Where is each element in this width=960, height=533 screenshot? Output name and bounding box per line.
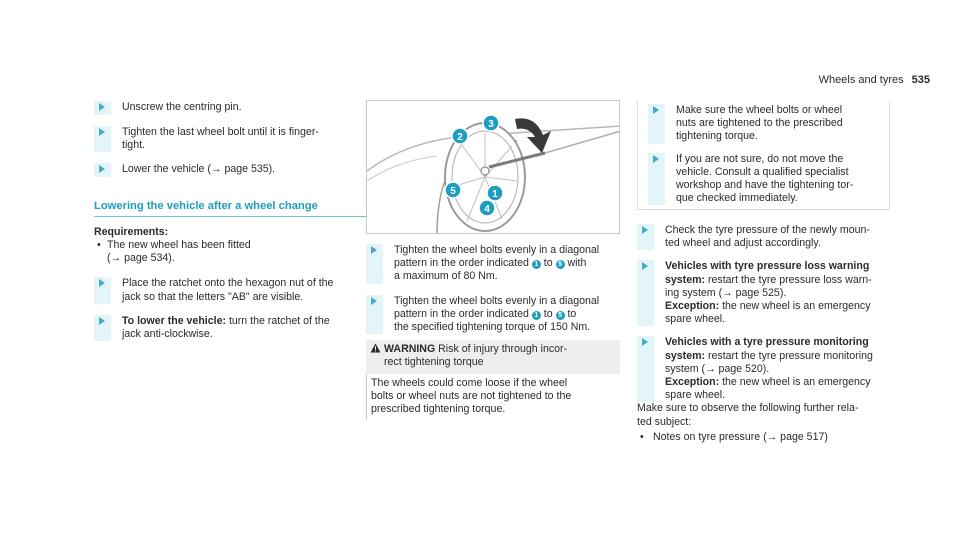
- step-text-part: to: [540, 257, 556, 270]
- exception-text: spare wheel.: [665, 389, 726, 402]
- step-text: nuts are tightened to the prescribed: [676, 117, 843, 130]
- step-arrow-icon: [99, 317, 105, 325]
- step-text-rest: restart the tyre pressure loss warn-: [705, 273, 872, 286]
- step-check-pressure: [637, 224, 897, 250]
- number-5-icon: 5: [556, 311, 565, 320]
- step-text: workshop and have the tightening tor-: [676, 179, 854, 192]
- requirement-link[interactable]: (→ page 534).: [107, 252, 175, 265]
- step-text: [394, 308, 620, 321]
- step-bold-label: system:: [665, 273, 706, 286]
- step-text: vehicle. Consult a qualified specialist: [676, 165, 849, 178]
- step-link[interactable]: ing system (→ page 525).: [665, 286, 787, 299]
- figure-badge-label: 2: [457, 132, 463, 143]
- step-text: a maximum of 80 Nm.: [394, 270, 498, 283]
- step-text: the specified tightening torque of 150 Nm.: [394, 321, 591, 334]
- warning-box: [366, 340, 620, 416]
- step-text-rest: turn the ratchet of the: [226, 314, 330, 327]
- step-text: ted wheel and adjust accordingly.: [665, 237, 821, 250]
- step-arrow-icon: [642, 262, 648, 270]
- warning-triangle-icon: [370, 343, 381, 353]
- step-bold-label: Vehicles with a tyre pressure monitoring: [665, 336, 869, 349]
- number-5-icon: 5: [556, 260, 565, 269]
- step-text: Tighten the last wheel bolt until it is finger-: [122, 126, 319, 138]
- step-exception: [665, 300, 897, 313]
- info-box: [637, 100, 890, 210]
- middle-column: [366, 244, 620, 334]
- warning-body: [366, 374, 620, 420]
- exception-text: the new wheel is an emergency: [719, 300, 871, 313]
- warning-title-text: rect tightening torque: [384, 356, 484, 369]
- step-tighten-last: [94, 126, 378, 152]
- requirement-item: [94, 239, 378, 265]
- figure-badge-label: 4: [484, 204, 490, 215]
- figure-badge-label: 1: [492, 189, 498, 200]
- warning-text: prescribed tightening torque.: [371, 403, 506, 416]
- wheel-bolt-diagram: [366, 100, 620, 234]
- exception-text: spare wheel.: [665, 313, 726, 326]
- warning-header: [366, 340, 620, 374]
- step-text: Tighten the wheel bolts evenly in a diagonal: [394, 244, 600, 256]
- number-1-icon: 1: [532, 260, 541, 269]
- step-arrow-icon: [653, 106, 659, 114]
- warning-title: [370, 343, 616, 356]
- step-text: tightening torque.: [676, 130, 758, 143]
- requirement-text: • The new wheel has been fitted: [107, 239, 251, 252]
- step-arrow-icon: [653, 155, 659, 163]
- section-title: Wheels and tyres: [818, 74, 904, 86]
- page-number: 535: [911, 74, 930, 86]
- warning-title-text: Risk of injury through incor-: [435, 343, 568, 355]
- step-lower-jack: [94, 315, 378, 341]
- step-tighten-80: [366, 244, 620, 284]
- related-item[interactable]: • Notes on tyre pressure (→ page 517): [637, 431, 897, 444]
- step-text-rest: restart the tyre pressure monitoring: [705, 349, 873, 362]
- step-text-part: to: [540, 307, 556, 320]
- step-text: [394, 257, 620, 270]
- step-link[interactable]: system (→ page 520).: [665, 362, 770, 375]
- number-1-icon: 1: [532, 311, 541, 320]
- warning-text: bolts or wheel nuts are not tightened to the: [371, 390, 572, 403]
- step-text[interactable]: Lower the vehicle (→ page 535).: [122, 163, 276, 176]
- step-arrow-icon: [642, 338, 648, 346]
- step-tighten-150: [366, 295, 620, 335]
- wheel-illustration: [367, 101, 620, 234]
- step-text: que checked immediately.: [676, 192, 798, 205]
- figure-badge-label: 3: [488, 119, 494, 130]
- figure-badge-label: 5: [450, 186, 456, 197]
- step-text: [122, 315, 378, 328]
- step-bold-label: To lower the vehicle:: [122, 314, 226, 327]
- step-text: tight.: [122, 139, 145, 152]
- step-loss-warning: [637, 260, 897, 326]
- step-bold-label: Vehicles with tyre pressure loss warning: [665, 260, 870, 273]
- step-text: Check the tyre pressure of the newly moun-: [665, 224, 870, 236]
- note-text: ted subject:: [637, 415, 692, 428]
- step-text: Make sure the wheel bolts or wheel: [676, 104, 843, 116]
- step-place-ratchet: [94, 277, 378, 303]
- right-column: [637, 224, 897, 444]
- requirements-label: Requirements:: [94, 225, 169, 238]
- step-arrow-icon: [371, 246, 377, 254]
- step-text: [665, 350, 897, 363]
- left-column: [94, 101, 378, 341]
- related-note: [637, 402, 897, 428]
- step-arrow-icon: [99, 165, 105, 173]
- note-text: Make sure to observe the following further rela-: [637, 402, 859, 415]
- step-monitoring: [637, 336, 897, 402]
- step-text: Unscrew the centring pin.: [122, 101, 242, 113]
- step-text-part: pattern in the order indicated: [394, 307, 532, 320]
- step-bold-label: system:: [665, 349, 706, 362]
- step-text-part: with: [564, 257, 587, 270]
- step-text: [665, 274, 897, 287]
- step-exception: [665, 376, 897, 389]
- warning-text: The wheels could come loose if the wheel: [371, 377, 568, 389]
- step-arrow-icon: [99, 279, 105, 287]
- step-lower-vehicle: [94, 163, 378, 176]
- step-make-sure: [648, 104, 889, 144]
- step-text: Tighten the wheel bolts evenly in a diagonal: [394, 294, 600, 307]
- step-text-part: to: [564, 307, 577, 320]
- exception-label: Exception:: [665, 300, 720, 313]
- section-heading: Lowering the vehicle after a wheel change: [94, 200, 377, 217]
- exception-text: the new wheel is an emergency: [719, 376, 871, 389]
- step-text: If you are not sure, do not move the: [676, 152, 844, 165]
- exception-label: Exception:: [665, 376, 720, 389]
- step-text: jack so that the letters "AB" are visible.: [122, 290, 304, 303]
- step-unscrew-pin: [94, 101, 378, 115]
- step-arrow-icon: [371, 297, 377, 305]
- step-text-part: pattern in the order indicated: [394, 257, 532, 270]
- step-text: Place the ratchet onto the hexagon nut of the: [122, 277, 334, 290]
- step-arrow-icon: [642, 226, 648, 234]
- warning-label: WARNING: [384, 343, 436, 355]
- step-arrow-icon: [99, 128, 105, 136]
- step-arrow-icon: [99, 103, 105, 111]
- step-text: jack anti-clockwise.: [122, 328, 213, 341]
- page-header: [760, 74, 930, 87]
- step-not-sure: [648, 153, 889, 206]
